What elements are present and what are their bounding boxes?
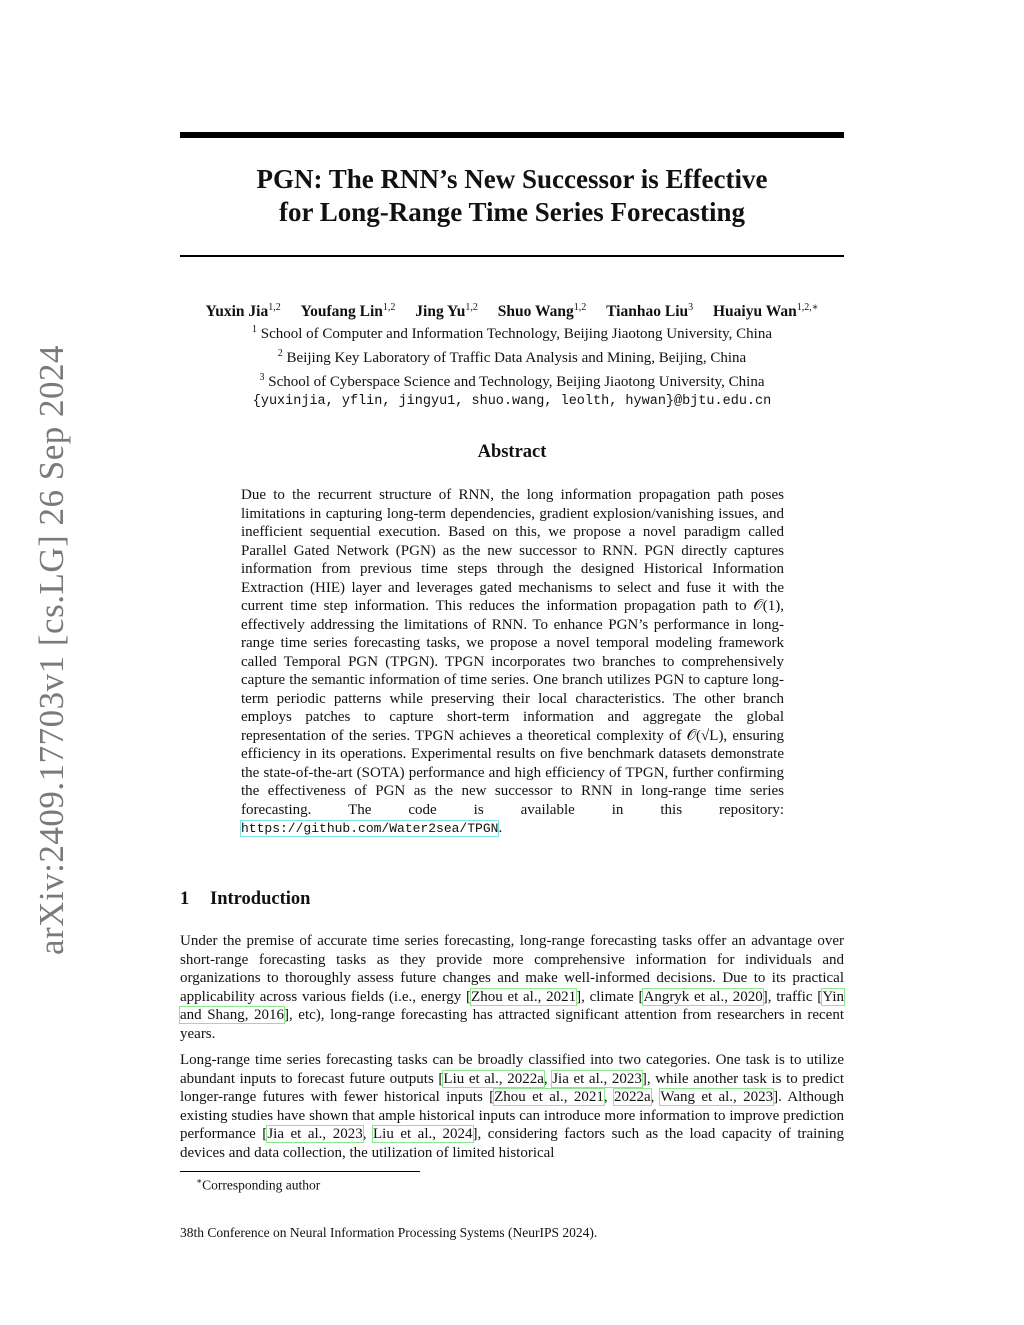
author-5: Tianhao Liu$^3$ bbox=[606, 302, 694, 321]
affiliation-1: $^1$ School of Computer and Information Technology, Beijing Jiaotong University, China bbox=[252, 324, 772, 342]
intro-text-run: ]. Although existing studies have shown that ample historical inputs can introduce more information to improve prediction performance [ bbox=[180, 1089, 845, 1142]
citation-link[interactable]: Wang et al., 2023 bbox=[660, 1089, 774, 1105]
introduction-body bbox=[180, 932, 844, 1170]
author-4: Shuo Wang$^{1,2}$ bbox=[497, 302, 587, 321]
abstract-text: Due to the recurrent structure of RNN, the long information propagation path poses limitations in capturing long-term dependencies, gradient explosion/vanishing issues, and inefficient sequential execution. Based on this, we propose a novel paradigm called Parallel Gated Network (PGN) as the new successor to RNN. PGN directly captures information from previous time steps through the designed Historical Information Extraction (HIE) layer and leverages gated mechanisms to select and fuse it with the current time step information. This reduces the information propagation path to 𝒪(1), effectively addressing the limitations of RNN. To enhance PGN’s performance in long-range time series forecasting tasks, we propose a novel temporal modeling framework called Temporal PGN (TPGN). TPGN incorporates two branches to comprehensively capture the semantic information of time series. One branch utilizes PGN to capture long-term periodic patterns while preserving their local characteristics. The other branch employs patches to capture short-term information and aggregate the global representation of the series. TPGN achieves a theoretical complexity of 𝒪(√L), ensuring efficiency in its operations. Experimental results on five benchmark datasets demonstrate the state-of-the-art (SOTA) performance and high efficiency of TPGN, further confirming the effectiveness of PGN as the new successor to RNN in long-range time series forecasting. The code is available in this repository: bbox=[241, 487, 784, 818]
abstract-heading: Abstract bbox=[477, 442, 547, 462]
author-list bbox=[150, 298, 874, 322]
intro-text-run: , bbox=[543, 1070, 553, 1087]
intro-paragraph-2 bbox=[180, 1051, 844, 1162]
intro-text-run: ], climate [ bbox=[576, 988, 644, 1005]
author-emails: {yuxinjia, yflin, jingyu1, shuo.wang, leolth, hywan}@bjtu.edu.cn bbox=[252, 394, 772, 409]
title-bottom-rule bbox=[180, 255, 844, 257]
author-1: Yuxin Jia$^{1,2}$ bbox=[205, 302, 281, 321]
intro-text-run: ], considering factors such as the load capacity of training devices and data collection, the utilization of limited historical bbox=[180, 1126, 845, 1161]
paper-title bbox=[180, 163, 844, 229]
citation-link[interactable]: Jia et al., 2023 bbox=[267, 1126, 363, 1142]
intro-text-run: Under the premise of accurate time series forecasting, long-range forecasting tasks offer an advantage over short-range forecasting tasks as they provide more comprehensive information for individuals and organizations to thoroughly assess future changes and make well-informed decisions. Due to its practical applicability across various fields (i.e., energy [ bbox=[180, 933, 844, 1005]
author-2: Youfang Lin$^{1,2}$ bbox=[300, 302, 396, 321]
author-6: Huaiyu Wan$^{1,2,∗}$ bbox=[713, 302, 819, 321]
intro-text-run: Long-range time series forecasting tasks can be broadly classified into two categories. One task is to utilize abundant inputs to forecast future outputs [ bbox=[180, 1052, 844, 1087]
citation-link[interactable]: Zhou et al., 2021 bbox=[494, 1089, 604, 1105]
affiliations bbox=[150, 320, 874, 411]
intro-text-run: , bbox=[650, 1089, 661, 1105]
section-heading-introduction bbox=[180, 889, 310, 910]
section-title: Introduction bbox=[210, 889, 311, 909]
section-number: 1 bbox=[180, 889, 190, 909]
intro-paragraph-1 bbox=[180, 932, 844, 1043]
intro-text-run: , bbox=[362, 1126, 373, 1142]
title-line-2: for Long-Range Time Series Forecasting bbox=[279, 197, 745, 227]
venue-note: 38th Conference on Neural Information Processing Systems (NeurIPS 2024). bbox=[180, 1225, 598, 1240]
affiliation-3: $^3$ School of Cyberspace Science and Technology, Beijing Jiaotong University, China bbox=[259, 372, 765, 390]
footnote: ∗Corresponding author bbox=[196, 1176, 321, 1193]
intro-text-run: ], traffic [ bbox=[762, 988, 823, 1005]
arxiv-identifier bbox=[27, 344, 77, 956]
intro-text-run: ], while another task is to predict longer-range futures with fewer historical inputs [ bbox=[180, 1070, 844, 1105]
intro-text-run: ], etc), long-range forecasting has attracted significant attention from researchers in recent years. bbox=[180, 1007, 844, 1042]
author-3: Jing Yu$^{1,2}$ bbox=[415, 302, 478, 321]
abstract-body: Due to the recurrent structure of RNN, the long information propagation path poses limitations in capturing long-term dependencies, gradient explosion/vanishing issues, and inefficient sequential execution. Based on this, we propose a novel paradigm called Parallel Gated Network (PGN) as the new successor to RNN. PGN directly captures information from previous time steps through the designed Historical Information Extraction (HIE) layer and leverages gated mechanisms to select and fuse it with the current time step information. This reduces the information propagation path to 𝒪(1), effectively addressing the limitations of RNN. To enhance PGN’s performance in long-range time series forecasting tasks, we propose a novel temporal modeling framework called Temporal PGN (TPGN). TPGN incorporates two branches to comprehensively capture the semantic information of time series. One branch utilizes PGN to capture long-term periodic patterns while preserving their local characteristics. The other branch employs patches to capture short-term information and aggregate the global representation of the series. TPGN achieves a theoretical complexity of 𝒪(√L), ensuring efficiency in its operations. Experimental results on five benchmark datasets demonstrate the state-of-the-art (SOTA) performance and high efficiency of TPGN, further confirming the effectiveness of PGN as the new successor to RNN in long-range time series forecasting. The code is available in this repository: https://github.com/Water2sea/TPGN. bbox=[241, 487, 784, 836]
footnote-rule bbox=[180, 1171, 420, 1172]
affiliation-2: $^2$ Beijing Key Laboratory of Traffic Data Analysis and Mining, Beijing, China bbox=[277, 348, 747, 366]
citation-link[interactable]: Yin and Shang, 2016 bbox=[180, 988, 844, 1023]
intro-text-run: , bbox=[603, 1089, 614, 1105]
citation-link[interactable]: Angryk et al., 2020 bbox=[643, 988, 763, 1005]
citation-link[interactable]: Jia et al., 2023 bbox=[552, 1070, 642, 1087]
citation-link[interactable]: Liu et al., 2022a bbox=[443, 1070, 544, 1087]
title-line-1: PGN: The RNN’s New Successor is Effective bbox=[256, 164, 768, 194]
citation-link[interactable]: 2022a bbox=[613, 1089, 651, 1105]
arxiv-identifier-text: arXiv:2409.17703v1 [cs.LG] 26 Sep 2024 bbox=[32, 344, 72, 956]
title-top-rule bbox=[180, 132, 844, 138]
citation-link[interactable]: Zhou et al., 2021 bbox=[471, 988, 577, 1005]
citation-link[interactable]: Liu et al., 2024 bbox=[372, 1126, 473, 1142]
code-repository-link[interactable]: https://github.com/Water2sea/TPGN bbox=[241, 821, 499, 836]
